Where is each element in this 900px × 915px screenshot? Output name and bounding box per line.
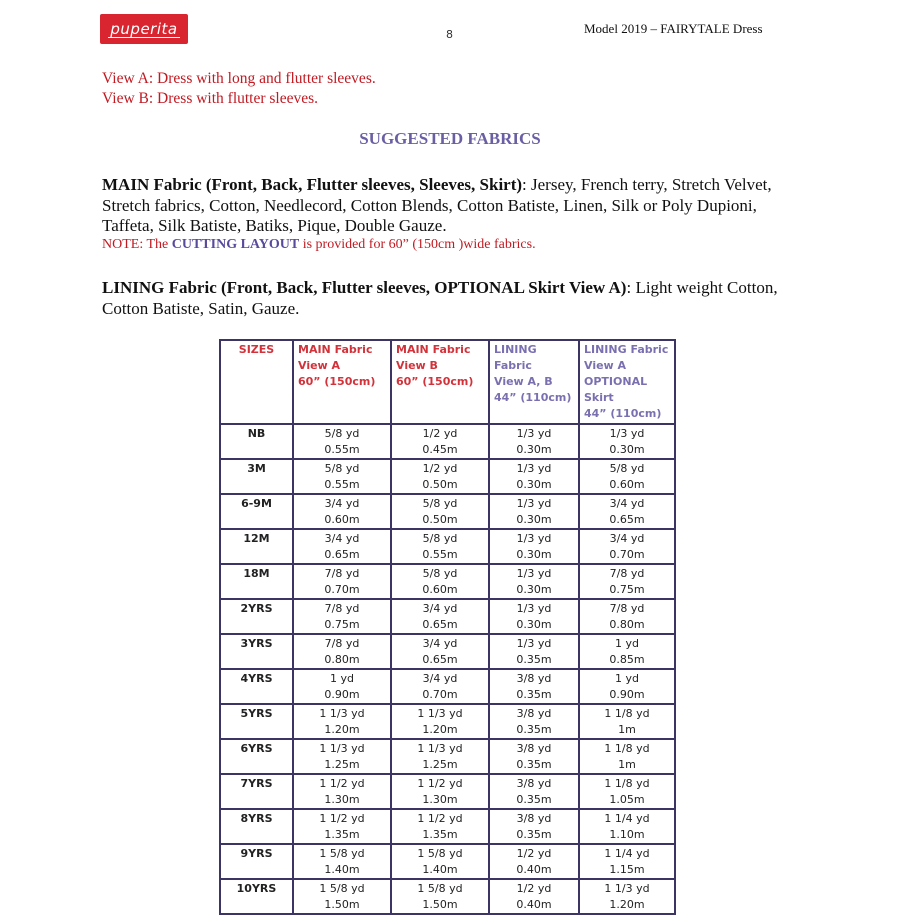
quantity-cell	[293, 564, 391, 599]
yardage-value: 3/4 yd	[609, 497, 645, 510]
meters-value: 0.40m	[516, 897, 552, 911]
meters-value: 0.60m	[422, 582, 458, 596]
meters-value: 1.15m	[609, 862, 645, 876]
meters-value: 1.40m	[324, 862, 360, 876]
quantity-cell	[489, 844, 579, 879]
note-pre: : The	[139, 237, 172, 252]
meters-value: 0.30m	[609, 442, 645, 456]
yardage-value: 1 1/3 yd	[417, 742, 463, 755]
yardage-value: 3/4 yd	[422, 637, 458, 650]
yardage-value: 1 1/2 yd	[417, 777, 463, 790]
header-line: View A	[584, 359, 627, 372]
header-line: SIZES	[238, 343, 275, 356]
meters-value: 1m	[618, 757, 636, 771]
size-cell: 7YRS	[220, 774, 293, 809]
meters-value: 0.50m	[422, 477, 458, 491]
table-row	[220, 599, 675, 634]
meters-value: 0.80m	[324, 652, 360, 666]
yardage-value: 1 1/3 yd	[417, 707, 463, 720]
table-row	[220, 774, 675, 809]
quantity-cell	[489, 809, 579, 844]
quantity-cell	[391, 704, 489, 739]
lining-fabric-lead: LINING Fabric (Front, Back, Flutter sleeves, OPTIONAL Skirt View A)	[102, 278, 627, 297]
meters-value: 1.20m	[609, 897, 645, 911]
quantity-cell	[293, 529, 391, 564]
yardage-value: 1 5/8 yd	[319, 882, 365, 895]
meters-value: 1.30m	[324, 792, 360, 806]
yardage-value: 5/8 yd	[422, 532, 458, 545]
quantity-cell	[293, 669, 391, 704]
quantity-cell	[293, 844, 391, 879]
meters-value: 0.40m	[516, 862, 552, 876]
quantity-cell	[391, 809, 489, 844]
yardage-value: 1/2 yd	[422, 462, 458, 475]
header-line: MAIN Fabric	[298, 343, 373, 356]
yardage-value: 7/8 yd	[609, 567, 645, 580]
view-b-text: Dress with flutter sleeves.	[153, 90, 319, 107]
yardage-value: 1/3 yd	[516, 497, 552, 510]
meters-value: 0.30m	[516, 512, 552, 526]
yardage-value: 5/8 yd	[422, 497, 458, 510]
yardage-value: 3/8 yd	[516, 742, 552, 755]
yardage-value: 7/8 yd	[609, 602, 645, 615]
quantity-cell	[579, 879, 675, 914]
yardage-value: 7/8 yd	[324, 637, 360, 650]
quantity-cell	[579, 459, 675, 494]
yardage-value: 1 1/8 yd	[604, 777, 650, 790]
yardage-value: 1 5/8 yd	[417, 847, 463, 860]
yardage-value: 1 1/4 yd	[604, 847, 650, 860]
quantity-cell	[489, 739, 579, 774]
yardage-value: 1/3 yd	[516, 567, 552, 580]
meters-value: 0.30m	[516, 477, 552, 491]
table-row	[220, 634, 675, 669]
header-line: LINING Fabric	[494, 343, 537, 372]
meters-value: 0.30m	[516, 547, 552, 561]
note-highlight: CUTTING LAYOUT	[171, 237, 300, 252]
quantity-cell	[293, 739, 391, 774]
table-row	[220, 459, 675, 494]
quantity-cell	[489, 424, 579, 459]
yardage-value: 1/3 yd	[516, 637, 552, 650]
size-cell: 12M	[220, 529, 293, 564]
header-line: MAIN Fabric	[396, 343, 471, 356]
table-row	[220, 879, 675, 914]
main-fabric-paragraph	[102, 175, 782, 237]
meters-value: 0.35m	[516, 757, 552, 771]
meters-value: 0.55m	[422, 547, 458, 561]
meters-value: 0.75m	[609, 582, 645, 596]
header-line: 44” (110cm)	[584, 407, 662, 420]
quantity-cell	[579, 494, 675, 529]
meters-value: 0.65m	[324, 547, 360, 561]
yardage-value: 1 1/4 yd	[604, 812, 650, 825]
quantity-cell	[391, 669, 489, 704]
yardage-value: 1 1/8 yd	[604, 742, 650, 755]
yardage-value: 3/8 yd	[516, 707, 552, 720]
meters-value: 0.60m	[609, 477, 645, 491]
quantity-cell	[579, 529, 675, 564]
size-cell: 10YRS	[220, 879, 293, 914]
yardage-value: 3/4 yd	[422, 602, 458, 615]
yardage-value: 1/3 yd	[516, 602, 552, 615]
column-header-lining-view-a-skirt	[579, 340, 675, 424]
meters-value: 0.35m	[516, 792, 552, 806]
yardage-value: 1 5/8 yd	[417, 882, 463, 895]
header-line: View B	[396, 359, 438, 372]
quantity-cell	[391, 879, 489, 914]
view-b-label: View B:	[102, 90, 154, 107]
meters-value: 0.35m	[516, 827, 552, 841]
meters-value: 1.50m	[324, 897, 360, 911]
yardage-value: 1/3 yd	[516, 532, 552, 545]
table-row	[220, 704, 675, 739]
quantity-cell	[489, 704, 579, 739]
meters-value: 0.35m	[516, 652, 552, 666]
yardage-value: 3/8 yd	[516, 777, 552, 790]
size-cell: 9YRS	[220, 844, 293, 879]
note-label: NOTE	[102, 237, 140, 252]
yardage-value: 7/8 yd	[324, 567, 360, 580]
quantity-cell	[579, 599, 675, 634]
section-title: SUGGESTED FABRICS	[359, 129, 541, 148]
quantity-cell	[391, 424, 489, 459]
size-cell: 3M	[220, 459, 293, 494]
quantity-cell	[579, 739, 675, 774]
meters-value: 0.55m	[324, 442, 360, 456]
quantity-cell	[391, 634, 489, 669]
header-line: OPTIONAL	[584, 375, 648, 388]
meters-value: 0.80m	[609, 617, 645, 631]
size-cell: 8YRS	[220, 809, 293, 844]
meters-value: 0.65m	[422, 652, 458, 666]
table-row	[220, 529, 675, 564]
quantity-cell	[579, 424, 675, 459]
quantity-cell	[293, 774, 391, 809]
yardage-value: 1/2 yd	[516, 847, 552, 860]
brand-logo	[100, 14, 188, 44]
main-fabric-lead: MAIN Fabric (Front, Back, Flutter sleeves, Sleeves, Skirt)	[102, 175, 523, 194]
meters-value: 1.10m	[609, 827, 645, 841]
quantity-cell	[489, 599, 579, 634]
meters-value: 1.05m	[609, 792, 645, 806]
quantity-cell	[293, 879, 391, 914]
yardage-value: 1 yd	[615, 637, 639, 650]
column-header-main-view-b	[391, 340, 489, 424]
meters-value: 1.25m	[324, 757, 360, 771]
header-line: 44” (110cm)	[494, 391, 572, 404]
quantity-cell	[391, 739, 489, 774]
meters-value: 0.30m	[516, 617, 552, 631]
yardage-value: 1 1/2 yd	[319, 812, 365, 825]
yardage-value: 5/8 yd	[324, 427, 360, 440]
table-header-row	[220, 340, 675, 424]
view-descriptions	[102, 69, 376, 109]
yardage-value: 1/2 yd	[516, 882, 552, 895]
meters-value: 0.35m	[516, 687, 552, 701]
meters-value: 0.70m	[324, 582, 360, 596]
view-b-line	[102, 89, 376, 109]
quantity-cell	[293, 809, 391, 844]
quantity-cell	[391, 774, 489, 809]
size-cell: 18M	[220, 564, 293, 599]
quantity-cell	[489, 494, 579, 529]
yardage-value: 5/8 yd	[324, 462, 360, 475]
quantity-cell	[579, 704, 675, 739]
yardage-value: 1 yd	[615, 672, 639, 685]
quantity-cell	[579, 669, 675, 704]
meters-value: 0.75m	[324, 617, 360, 631]
model-title: Model 2019 – FAIRYTALE Dress	[584, 21, 763, 36]
quantity-cell	[293, 704, 391, 739]
meters-value: 1.35m	[422, 827, 458, 841]
table-row	[220, 669, 675, 704]
yardage-value: 5/8 yd	[609, 462, 645, 475]
yardage-value: 1 1/3 yd	[319, 742, 365, 755]
quantity-cell	[579, 809, 675, 844]
meters-value: 1.25m	[422, 757, 458, 771]
quantity-cell	[293, 634, 391, 669]
table-row	[220, 739, 675, 774]
table-row	[220, 494, 675, 529]
quantity-cell	[391, 529, 489, 564]
header-line: 60” (150cm)	[298, 375, 376, 388]
quantity-cell	[293, 599, 391, 634]
header-line: Skirt	[584, 391, 614, 404]
meters-value: 0.70m	[422, 687, 458, 701]
note-post: is provided for 60” (150cm )wide fabrics.	[299, 237, 536, 252]
lining-fabric-paragraph	[102, 278, 782, 319]
yardage-value: 1 1/2 yd	[319, 777, 365, 790]
table-row	[220, 809, 675, 844]
lining-fabric-text: : Light weight Cotton, Cotton Batiste, Satin, Gauze.	[102, 278, 778, 318]
yardage-value: 1/2 yd	[422, 427, 458, 440]
quantity-cell	[579, 774, 675, 809]
meters-value: 0.55m	[324, 477, 360, 491]
meters-value: 0.90m	[609, 687, 645, 701]
quantity-cell	[579, 634, 675, 669]
quantity-cell	[489, 774, 579, 809]
yardage-value: 1 1/3 yd	[604, 882, 650, 895]
meters-value: 0.85m	[609, 652, 645, 666]
header-line: LINING Fabric	[584, 343, 669, 356]
size-cell: 6-9M	[220, 494, 293, 529]
quantity-cell	[391, 599, 489, 634]
quantity-cell	[293, 424, 391, 459]
yardage-value: 3/4 yd	[609, 532, 645, 545]
table-row	[220, 844, 675, 879]
size-cell: 6YRS	[220, 739, 293, 774]
quantity-cell	[391, 459, 489, 494]
fabric-requirements-table	[219, 339, 676, 915]
meters-value: 0.45m	[422, 442, 458, 456]
size-cell: 5YRS	[220, 704, 293, 739]
view-a-label: View A:	[102, 70, 154, 87]
table-row	[220, 424, 675, 459]
yardage-value: 1/3 yd	[516, 462, 552, 475]
table-body	[220, 424, 675, 914]
meters-value: 1.35m	[324, 827, 360, 841]
size-cell: 2YRS	[220, 599, 293, 634]
view-a-text: Dress with long and flutter sleeves.	[153, 70, 376, 87]
meters-value: 0.65m	[609, 512, 645, 526]
meters-value: 1.40m	[422, 862, 458, 876]
header-line: 60” (150cm)	[396, 375, 474, 388]
quantity-cell	[489, 669, 579, 704]
yardage-value: 5/8 yd	[422, 567, 458, 580]
meters-value: 1.20m	[324, 722, 360, 736]
quantity-cell	[391, 564, 489, 599]
header-line: View A	[298, 359, 341, 372]
size-cell: 3YRS	[220, 634, 293, 669]
table-row	[220, 564, 675, 599]
yardage-value: 1 yd	[330, 672, 354, 685]
column-header-sizes	[220, 340, 293, 424]
yardage-value: 1 1/8 yd	[604, 707, 650, 720]
yardage-value: 1 5/8 yd	[319, 847, 365, 860]
quantity-cell	[489, 634, 579, 669]
meters-value: 1m	[618, 722, 636, 736]
yardage-value: 3/4 yd	[422, 672, 458, 685]
main-fabric-text: : Jersey, French terry, Stretch Velvet, Stretch fabrics, Cotton, Needlecord, Cotton Blends, Cotton Batiste, Linen, Silk or Poly Dupioni, Taffeta, Silk Batiste, Batiks, Pique, Double Gauze.	[102, 175, 772, 235]
yardage-value: 3/8 yd	[516, 812, 552, 825]
yardage-value: 7/8 yd	[324, 602, 360, 615]
quantity-cell	[489, 879, 579, 914]
brand-logo-text: puperita	[110, 19, 178, 38]
yardage-value: 1/3 yd	[609, 427, 645, 440]
meters-value: 0.90m	[324, 687, 360, 701]
quantity-cell	[489, 564, 579, 599]
yardage-value: 1 1/3 yd	[319, 707, 365, 720]
meters-value: 0.65m	[422, 617, 458, 631]
header-line: View A, B	[494, 375, 553, 388]
yardage-value: 1 1/2 yd	[417, 812, 463, 825]
quantity-cell	[293, 459, 391, 494]
quantity-cell	[489, 529, 579, 564]
cutting-layout-note	[102, 237, 536, 253]
size-cell: NB	[220, 424, 293, 459]
meters-value: 1.50m	[422, 897, 458, 911]
column-header-lining-view-ab	[489, 340, 579, 424]
quantity-cell	[391, 844, 489, 879]
quantity-cell	[391, 494, 489, 529]
yardage-value: 3/4 yd	[324, 532, 360, 545]
meters-value: 0.70m	[609, 547, 645, 561]
meters-value: 0.50m	[422, 512, 458, 526]
quantity-cell	[579, 564, 675, 599]
size-cell: 4YRS	[220, 669, 293, 704]
meters-value: 0.35m	[516, 722, 552, 736]
yardage-value: 1/3 yd	[516, 427, 552, 440]
meters-value: 0.30m	[516, 442, 552, 456]
page-number: 8	[446, 28, 453, 41]
quantity-cell	[489, 459, 579, 494]
quantity-cell	[579, 844, 675, 879]
meters-value: 1.30m	[422, 792, 458, 806]
meters-value: 1.20m	[422, 722, 458, 736]
yardage-value: 3/4 yd	[324, 497, 360, 510]
column-header-main-view-a	[293, 340, 391, 424]
yardage-value: 3/8 yd	[516, 672, 552, 685]
quantity-cell	[293, 494, 391, 529]
view-a-line	[102, 69, 376, 89]
meters-value: 0.30m	[516, 582, 552, 596]
meters-value: 0.60m	[324, 512, 360, 526]
